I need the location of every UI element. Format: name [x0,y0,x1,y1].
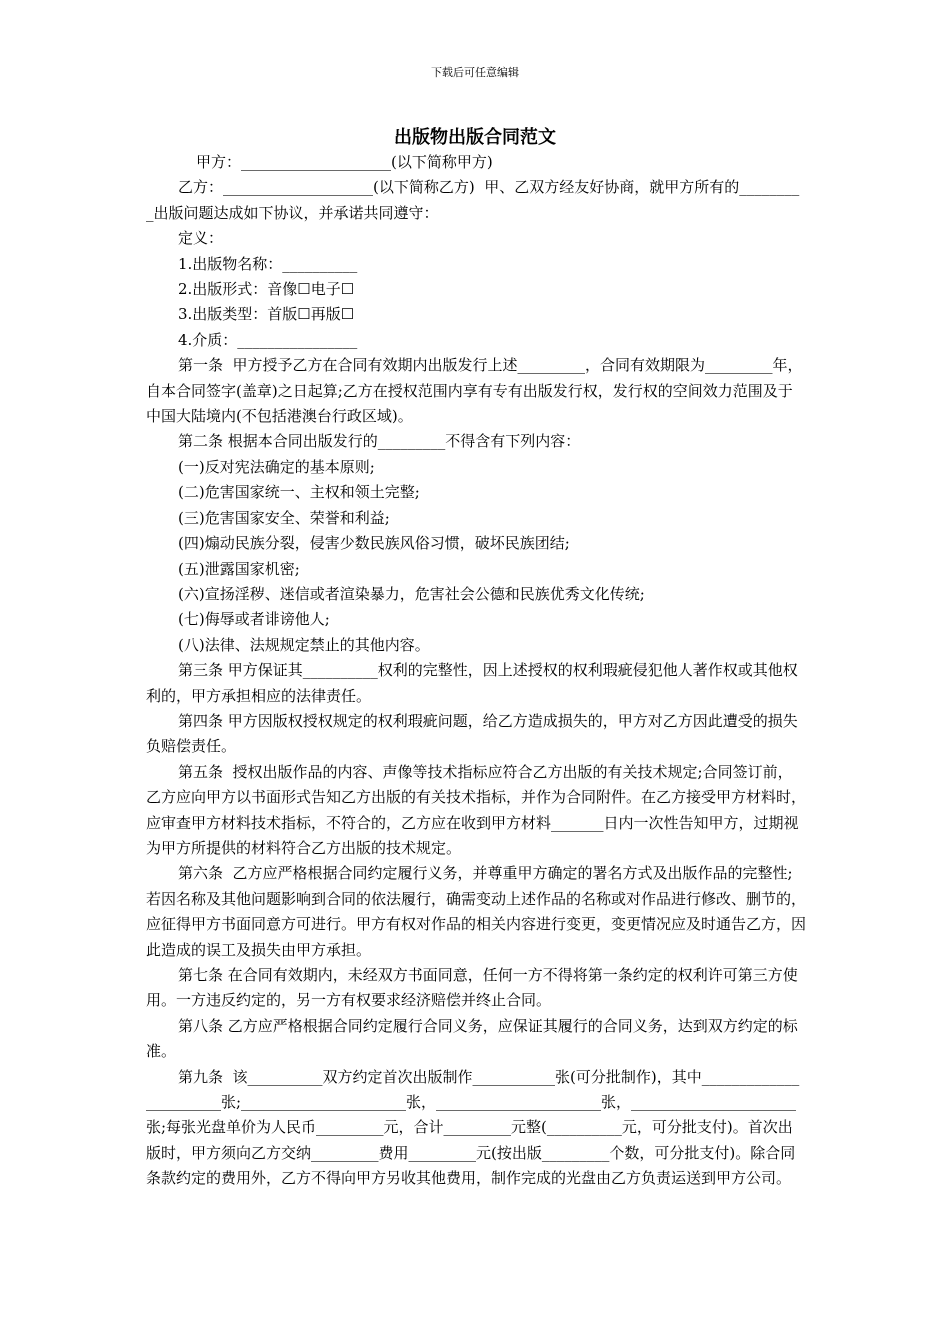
article-8: 第八条 乙方应严格根据合同约定履行合同义务，应保证其履行的合同义务，达到双方约定的标准。 [146,1016,798,1061]
article-2-item: (四)煽动民族分裂，侵害少数民族风俗习惯，破坏民族团结; [178,534,570,553]
article-7: 第七条 在合同有效期内，未经双方书面同意，任何一方不得将第一条约定的权利许可第三方使用。一方违反约定的，另一方有权要求经济赔偿并终止合同。 [146,966,798,1010]
article-2-item: (三)危害国家安全、荣誉和利益; [178,508,390,527]
article-2-item: (五)泄露国家机密; [178,559,300,578]
definition-item: 3.出版类型：首版☐再版☐ [178,305,355,324]
article-3: 第三条 甲方保证其__________权利的完整性，因上述授权的权利瑕疵侵犯他人著作权或其他权利的，甲方承担相应的法律责任。 [146,661,798,705]
article-6: 第六条 乙方应严格根据合同约定履行义务，并尊重甲方确定的署名方式及出版作品的完整性;若因名称及其他问题影响到合同的依法履行，确需变动上述作品的名称或对作品进行修改、删节的，应征得甲方书面同意方可进行。甲方有权对作品的相关内容进行变更，变更情况应及时通告乙方，因此造成的误工及损失由甲方承担。 [146,864,807,959]
definition-item: 4.介质：________________ [178,330,358,349]
article-2: 第二条 根据本合同出版发行的_________不得含有下列内容： [178,432,581,451]
party-a-line: 甲方：____________________(以下简称甲方) [196,153,493,171]
definition-item: 2.出版形式：音像☐电子☐ [178,280,355,299]
article-2-item: (一)反对宪法确定的基本原则; [178,457,375,476]
definition-item: 1.出版物名称：__________ [178,254,358,273]
article-2-item: (八)法律、法规规定禁止的其他内容。 [178,635,430,654]
article-9: 第九条 该__________双方约定首次出版制作___________张(可分批制作)，其中_______________________张;______________________张，______________________张，______________________张;每张光盘单价为人民币_________元，合计_________元整(__________元，可分批支付)。首次出版时，甲方须向乙方交纳_________费用_________元(按出版_________个数，可分批支付)。除合同条款约定的费用外，乙方不得向甲方另收其他费用，制作完成的光盘由乙方负责运送到甲方公司。 [146,1067,800,1188]
party-b-paragraph: 乙方：____________________(以下简称乙方) 甲、乙双方经友好协商，就甲方所有的_________出版问题达成如下协议，并承诺共同遵守： [146,178,800,222]
document-title: 出版物出版合同范文 [394,127,556,148]
article-4: 第四条 甲方因版权授权规定的权利瑕疵问题，给乙方造成损失的，甲方对乙方因此遭受的损失负赔偿责任。 [146,711,798,756]
page-header: 下载后可任意编辑 [431,66,519,79]
definitions-heading: 定义： [178,229,224,248]
article-5: 第五条 授权出版作品的内容、声像等技术指标应符合乙方出版的有关技术规定;合同签订前，乙方应向甲方以书面形式告知乙方出版的有关技术指标，并作为合同附件。在乙方接受甲方材料时，应审查甲方材料技术指标，不符合的，乙方应在收到甲方材料_______日内一次性告知甲方，过期视为甲方所提供的材料符合乙方出版的技术规定。 [146,762,807,857]
article-2-item: (六)宣扬淫秽、迷信或者渲染暴力，危害社会公德和民族优秀文化传统; [178,584,645,603]
document-body [146,150,806,1192]
article-2-item: (七)侮辱或者诽谤他人; [178,610,330,629]
article-1: 第一条 甲方授予乙方在合同有效期内出版发行上述_________，合同有效期限为_________年，自本合同签字(盖章)之日起算;乙方在授权范围内享有专有出版发行权，发行权的空间效力范围及于中国大陆境内(不包括港澳台行政区域)。 [146,356,803,426]
article-2-item: (二)危害国家统一、主权和领土完整; [178,483,420,502]
